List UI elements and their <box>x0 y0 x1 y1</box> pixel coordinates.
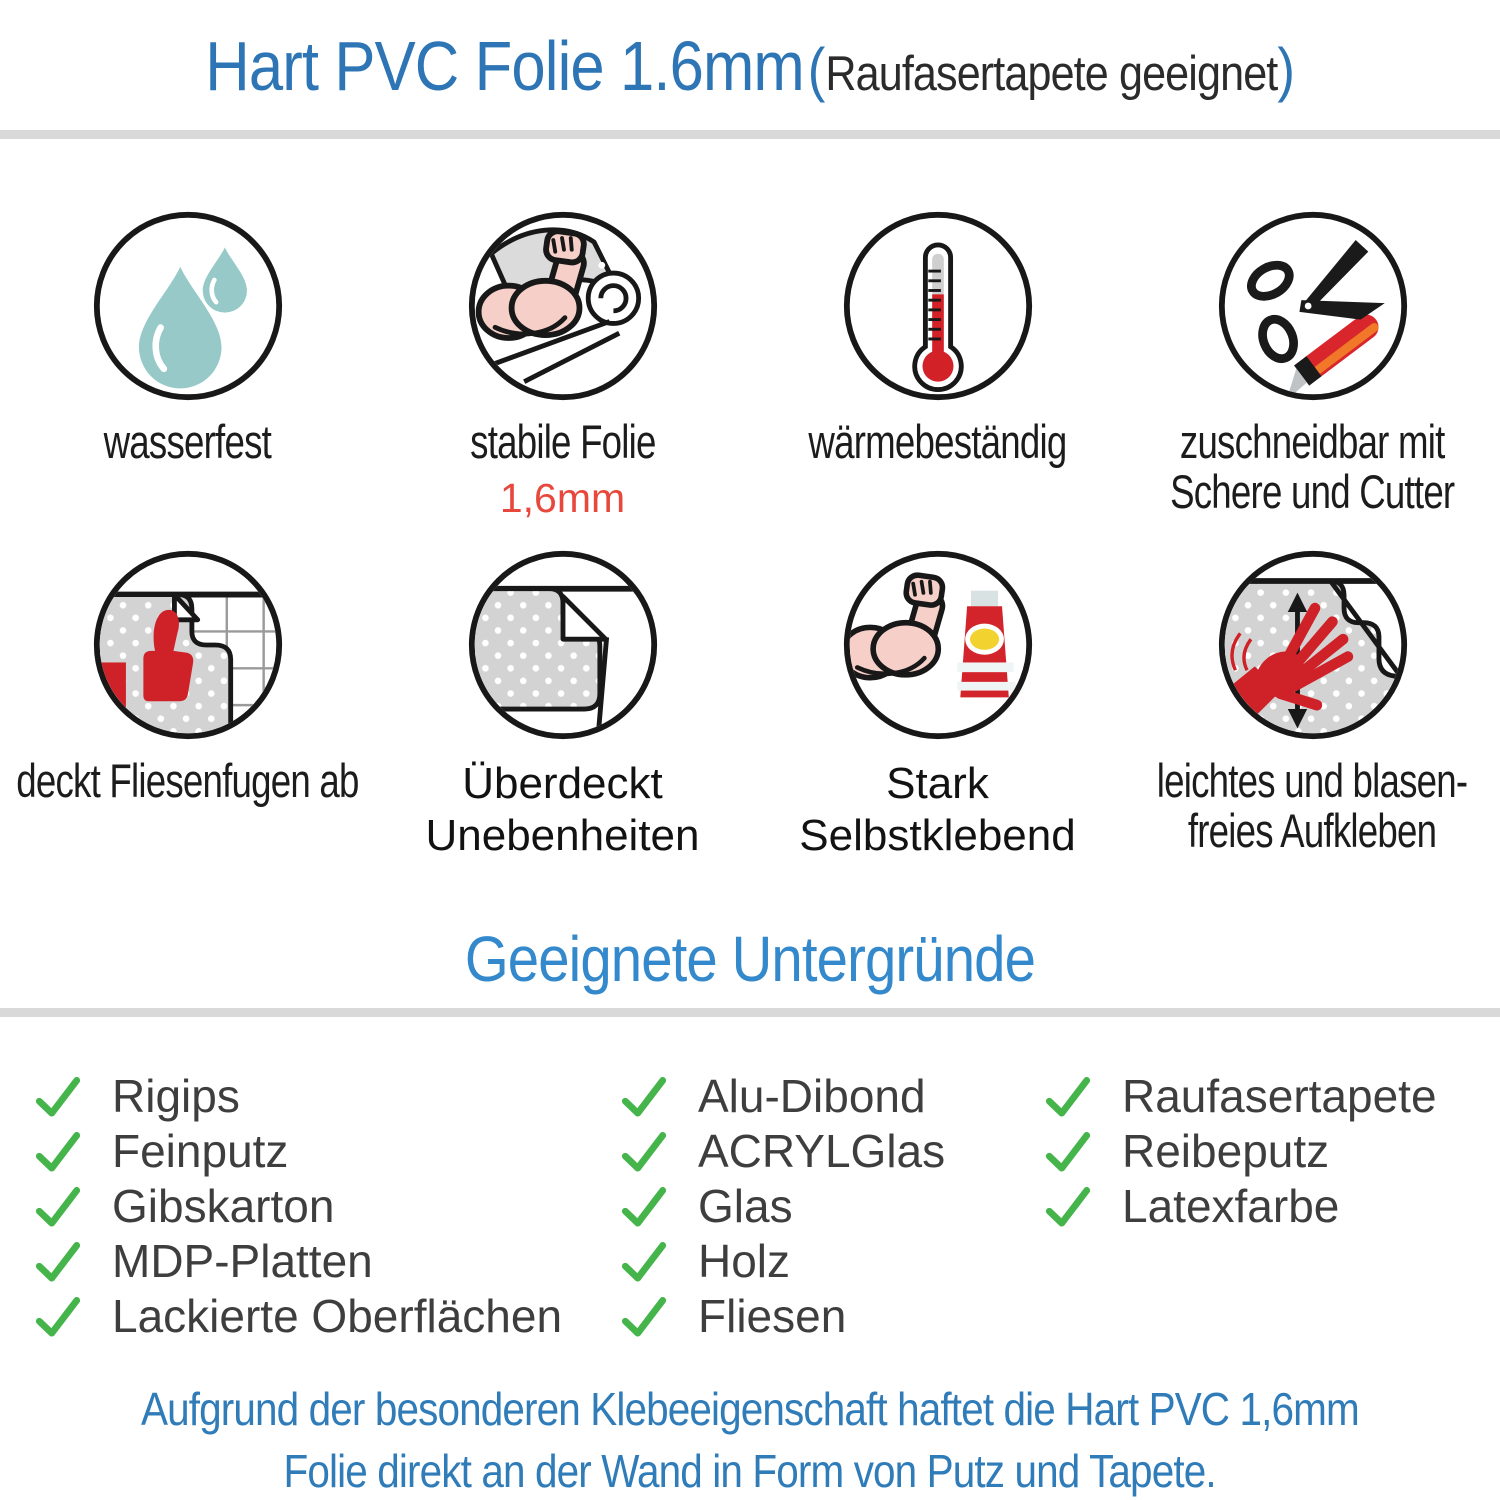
list-item: Latexfarbe <box>1042 1178 1437 1233</box>
list-item: Fliesen <box>618 1288 945 1343</box>
feature-wasserfest <box>0 209 375 548</box>
footer-line-1: Aufgrund der besonderen Klebeeigenschaft haftet die Hart PVC 1,6mm <box>141 1383 1359 1435</box>
feature-caption: leichtes und blasen- freies Aufkleben <box>1157 754 1468 857</box>
hand-smoothing-foil-icon <box>1216 548 1410 742</box>
strong-arm-foil-roll-icon <box>466 209 660 403</box>
surfaces-column-2 <box>618 1068 945 1343</box>
list-item: Lackierte Oberflächen <box>32 1288 562 1343</box>
section-divider-middle <box>0 1008 1500 1017</box>
list-item: Reibeputz <box>1042 1123 1437 1178</box>
strong-arm-glue-tube-icon <box>841 548 1035 742</box>
feature-zuschneidbar <box>1125 209 1500 548</box>
feature-caption: Stark Selbstklebend <box>799 759 1076 860</box>
surfaces-heading: Geeignete Untergründe <box>464 923 1036 995</box>
feature-aufkleben <box>1125 548 1500 862</box>
checkmark-icon <box>32 1235 84 1287</box>
checkmark-icon <box>618 1125 670 1177</box>
list-item: Holz <box>618 1233 945 1288</box>
feature-fliesenfugen <box>0 548 375 862</box>
checkmark-icon <box>1042 1180 1094 1232</box>
section-divider-top <box>0 130 1500 139</box>
feature-waermebestaendig <box>750 209 1125 548</box>
footer-note <box>0 1384 1500 1500</box>
list-item: MDP-Platten <box>32 1233 562 1288</box>
feature-caption: zuschneidbar mit Schere und Cutter <box>1170 415 1455 518</box>
feature-caption: wärmebeständig <box>808 415 1067 468</box>
title-main: Hart PVC Folie 1.6mm <box>205 27 804 105</box>
foil-covers-surface-icon <box>466 548 660 742</box>
page-title <box>0 26 1500 106</box>
list-item: ACRYLGlas <box>618 1123 945 1178</box>
checkmark-icon <box>618 1290 670 1342</box>
list-item: Alu-Dibond <box>618 1068 945 1123</box>
feature-caption: stabile Folie <box>469 415 656 468</box>
feature-caption: wasserfest <box>103 415 272 468</box>
scissors-and-cutter-icon <box>1216 209 1410 403</box>
list-item: Raufasertapete <box>1042 1068 1437 1123</box>
features-grid <box>0 209 1500 862</box>
checkmark-icon <box>32 1180 84 1232</box>
checkmark-icon <box>32 1125 84 1177</box>
checkmark-icon <box>32 1290 84 1342</box>
checkmark-icon <box>1042 1125 1094 1177</box>
thermometer-icon <box>841 209 1035 403</box>
footer-line-2: Folie direkt an der Wand in Form von Putz und Tapete. <box>283 1445 1217 1497</box>
thickness-note: 1,6mm <box>499 474 626 521</box>
list-item: Feinputz <box>32 1123 562 1178</box>
checkmark-icon <box>618 1235 670 1287</box>
feature-caption: Überdeckt Unebenheiten <box>425 759 700 860</box>
list-item: Rigips <box>32 1068 562 1123</box>
feature-selbstklebend <box>750 548 1125 862</box>
surfaces-column-1 <box>32 1068 562 1343</box>
surfaces-column-3 <box>1042 1068 1437 1233</box>
checkmark-icon <box>1042 1070 1094 1122</box>
thumbs-up-tile-joints-icon <box>91 548 285 742</box>
title-paren-open: ( <box>807 36 826 103</box>
feature-stabile-folie <box>375 209 750 548</box>
list-item: Glas <box>618 1178 945 1233</box>
checkmark-icon <box>32 1070 84 1122</box>
title-paren-close: ) <box>1277 36 1295 103</box>
feature-caption: deckt Fliesenfugen ab <box>16 754 359 807</box>
title-paren-text: Raufasertapete geeignet <box>825 47 1278 101</box>
water-drops-icon <box>91 209 285 403</box>
checkmark-icon <box>618 1180 670 1232</box>
feature-ueberdeckt <box>375 548 750 862</box>
checkmark-icon <box>618 1070 670 1122</box>
list-item: Gibskarton <box>32 1178 562 1233</box>
